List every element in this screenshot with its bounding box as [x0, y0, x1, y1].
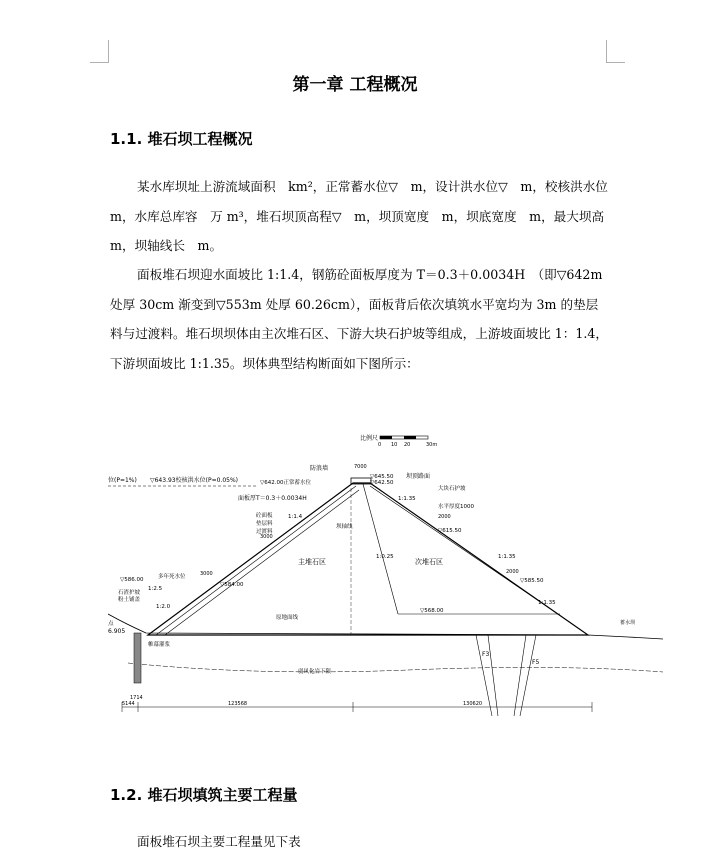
zone-label: 砼面板	[256, 513, 273, 519]
point-label: 点	[108, 621, 114, 627]
main-rock-zone-label: 主堆石区	[298, 558, 326, 566]
cushion-layer-line	[156, 486, 356, 635]
wave-wall-label: 防浪墙	[310, 465, 329, 472]
transition-layer-line	[165, 490, 359, 635]
page-corner-mark-right	[606, 40, 625, 63]
slope-label: 1:2.5	[148, 586, 163, 592]
zone-label: 过渡料	[256, 529, 273, 535]
normal-level-label: ▽642.00正常蓄水位	[260, 480, 311, 486]
scale-tick: 0	[378, 442, 382, 448]
section-1-paragraph-2	[110, 260, 610, 378]
weathered-rock-line	[128, 663, 663, 672]
section-1-heading: 1.1. 堆石坝工程概况	[110, 130, 253, 148]
page-corner-mark-left	[90, 40, 109, 63]
crest-elev-label: ▽645.50	[370, 474, 394, 480]
dim-label: 1714	[130, 695, 143, 701]
riprap-label: 大块石护坡	[438, 486, 466, 492]
dim-label: 3000	[200, 571, 213, 577]
slope-label: 1:1.35	[538, 600, 556, 606]
flood-left-label: 位(P=1%)	[108, 477, 137, 484]
section-1-paragraph-1	[110, 172, 621, 261]
dim-label: 123568	[228, 701, 248, 707]
scale-label: 比例尺	[360, 435, 379, 442]
scale-tick: 30m	[426, 442, 438, 448]
berm-elev-label: ▽615.50	[438, 528, 462, 534]
fault-line	[520, 635, 536, 716]
slope-label: 1:1.35	[498, 554, 516, 560]
fault-label: F3	[482, 651, 490, 658]
berm-elev-label: ▽585.50	[520, 578, 544, 584]
slope-label: 1:1.35	[398, 496, 416, 502]
dead-level-label: 多年死水位	[158, 574, 186, 580]
pool-label: 蓄水坝	[620, 620, 636, 626]
paragraph-text: 面板堆石坝主要工程量见下表	[137, 834, 301, 849]
paragraph-text: 某水库坝址上游流域面积 km²，正常蓄水位▽ m，设计洪水位▽ m，校核洪水位 m，水库总库容 万 m³，堆石坝顶高程▽ m，坝顶宽度 m，坝底宽度 m，最大坝高 m，坝轴线长 m。	[110, 179, 621, 253]
grout-curtain	[134, 633, 141, 683]
inner-slope-label: 1:0.25	[376, 554, 394, 560]
dim-label: 3000	[260, 534, 273, 540]
section-2-paragraph-1	[110, 827, 610, 857]
cover-label: 粉土铺盖	[118, 597, 141, 603]
paragraph-text: 面板堆石坝迎水面坡比 1:1.4，钢筋砼面板厚度为 T＝0.3＋0.0034H （即▽642m 处厚 30cm 渐变到▽553m 处厚 60.26cm），面板背后依次填筑水平宽均为 3m 的垫层料与过渡料。堆石坝坝体由主次堆石区、下游大块石护坡等组成，上游坡面坡比 1：1.4，下游坝面坡比 1:1.35。坝体典型结构断面如下图所示：	[110, 267, 609, 371]
road-label: 坝顶路面	[406, 473, 431, 480]
dim-label: 2000	[506, 569, 519, 575]
dim-label: 5144	[122, 701, 135, 707]
zone-label: 垫层料	[256, 521, 273, 527]
grout-label: 帷幕灌浆	[148, 642, 171, 648]
dim-label: 2000	[438, 514, 451, 520]
scale-bar	[360, 434, 437, 448]
axis-label: 坝轴线	[336, 524, 353, 530]
foundation-label: 原地面线	[276, 615, 299, 621]
section-2-heading: 1.2. 堆石坝填筑主要工程量	[110, 786, 298, 804]
slope-label: 1:1.4	[288, 514, 303, 520]
slab-formula-label: 面板厚T＝0.3＋0.0034H	[238, 495, 307, 502]
base-elev-label: ▽568.00	[420, 608, 444, 614]
crest-elev2-label: ▽642.50	[370, 480, 394, 486]
secondary-rock-zone-label: 次堆石区	[415, 558, 443, 566]
point-value-label: 6.905	[108, 628, 126, 635]
elev-label: ▽586.00	[120, 577, 144, 583]
dim-label: 130620	[463, 701, 483, 707]
check-flood-label: ▽643.93校核洪水位(P=0.05%)	[150, 477, 238, 484]
elev-label: ▽584.00	[220, 582, 244, 588]
zone-boundary-line	[363, 484, 398, 614]
weathered-label: 弱风化岩下限	[298, 669, 332, 675]
chapter-title: 第一章 工程概况	[292, 75, 418, 95]
slope-label: 1:2.0	[156, 604, 171, 610]
cover-label: 石渣护坡	[118, 590, 141, 596]
crest-width-label: 7000	[354, 464, 367, 470]
dam-cross-section-figure	[108, 428, 663, 720]
scale-tick: 10	[391, 442, 398, 448]
fault-line	[514, 635, 526, 716]
dam-outline	[148, 483, 588, 635]
riprap-thickness-label: 水平厚度1000	[438, 504, 474, 510]
scale-tick: 20	[404, 442, 411, 448]
fault-label: F5	[532, 659, 540, 666]
